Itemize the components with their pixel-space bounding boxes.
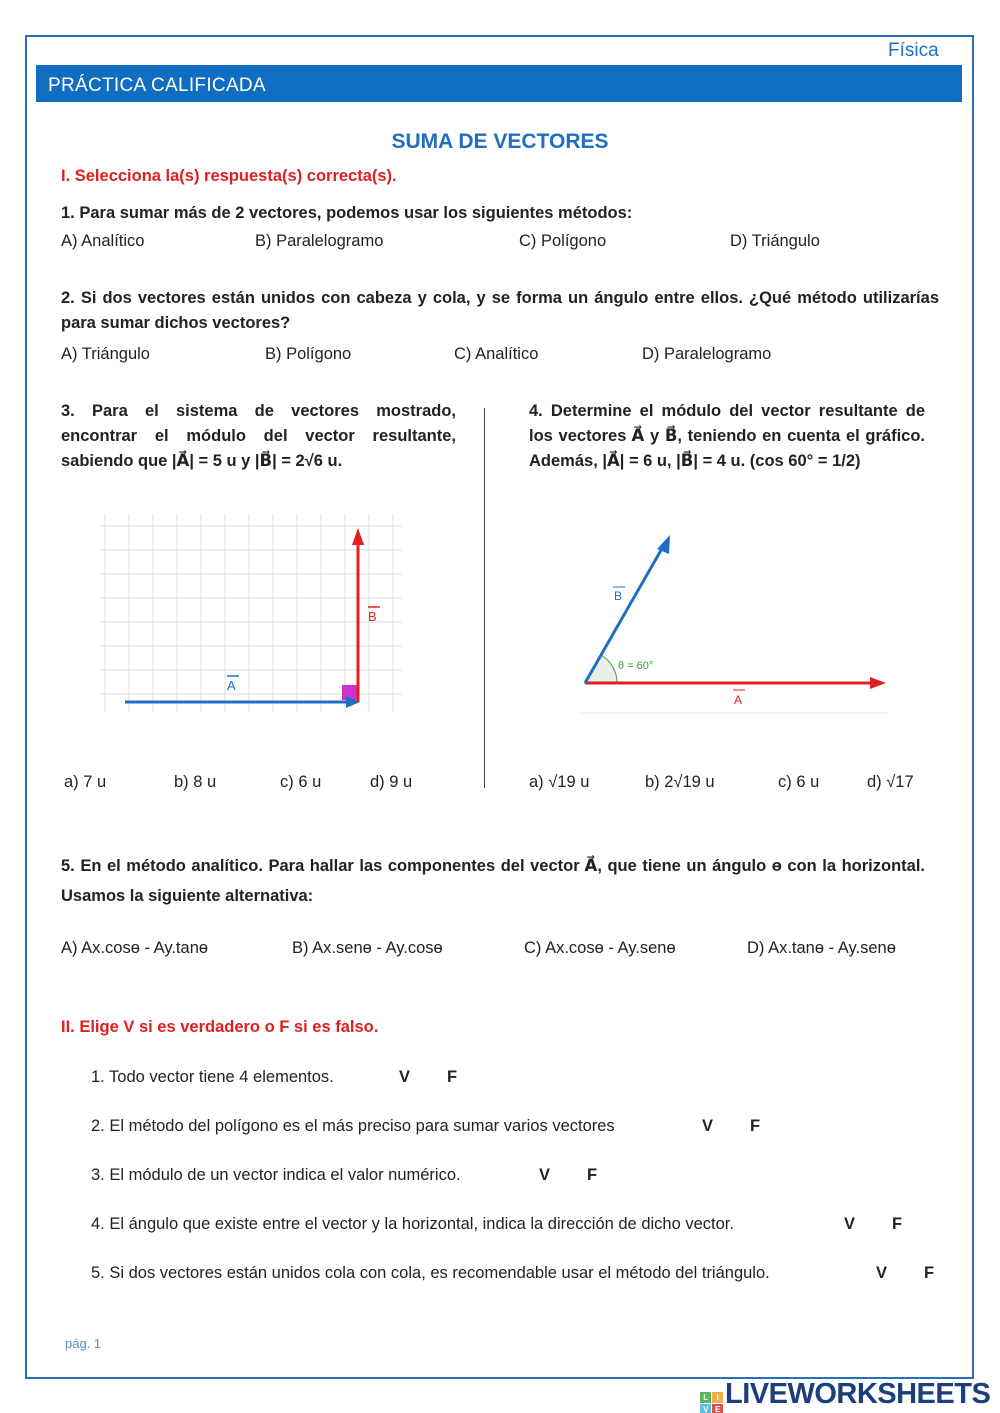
q3-option-a[interactable]: a) 7 u xyxy=(64,773,107,791)
tf-item-5: 5. Si dos vectores están unidos cola con cola, es recomendable usar el método del triángulo. xyxy=(91,1264,770,1282)
q5-option-c[interactable]: C) Ax.cosɵ - Ay.senɵ xyxy=(524,939,676,957)
page-title: SUMA DE VECTORES xyxy=(391,130,609,153)
liveworksheets-logo xyxy=(700,1378,990,1413)
tf-item-1: 1. Todo vector tiene 4 elementos. xyxy=(91,1068,334,1086)
logo-icon: L I V E xyxy=(700,1392,723,1413)
q3-option-c[interactable]: c) 6 u xyxy=(280,773,322,791)
page-number: pág. 1 xyxy=(65,1336,102,1351)
q3-text: 3. Para el sistema de vectores mostrado, encontrar el módulo del vector resultante, sabiendo que |A⃗| = 5 u y |B⃗| = 2√6 u. xyxy=(61,402,456,470)
q4-diagram xyxy=(578,535,888,713)
tf-3-false[interactable]: F xyxy=(587,1166,598,1184)
q1-option-d[interactable]: D) Triángulo xyxy=(730,232,820,250)
q3-option-b[interactable]: b) 8 u xyxy=(174,773,217,791)
q2-option-b[interactable]: B) Polígono xyxy=(265,345,352,363)
q1-option-a[interactable]: A) Analítico xyxy=(61,232,145,250)
section1-heading: I. Selecciona la(s) respuesta(s) correcta(s). xyxy=(61,167,397,185)
tf-5-false[interactable]: F xyxy=(924,1264,935,1282)
q2-option-d[interactable]: D) Paralelogramo xyxy=(642,345,772,363)
q2-text: 2. Si dos vectores están unidos con cabeza y cola, y se forma un ángulo entre ellos. ¿Qué método utilizarías para sumar dichos vectores? xyxy=(61,289,939,332)
q1-option-c[interactable]: C) Polígono xyxy=(519,232,607,250)
angle-arc xyxy=(585,655,617,683)
banner-title: PRÁCTICA CALIFICADA xyxy=(48,75,266,96)
q5-option-b[interactable]: B) Ax.senɵ - Ay.cosɵ xyxy=(292,939,443,957)
tf-1-true[interactable]: V xyxy=(399,1068,411,1086)
tf-1-false[interactable]: F xyxy=(447,1068,458,1086)
q4-vector-a-label: A xyxy=(734,693,743,707)
q1-text: 1. Para sumar más de 2 vectores, podemos usar los siguientes métodos: xyxy=(61,204,633,222)
tf-3-true[interactable]: V xyxy=(539,1166,551,1184)
q4-option-b[interactable]: b) 2√19 u xyxy=(645,773,715,791)
vector-b-label: B xyxy=(368,609,377,624)
subject-label: Física xyxy=(888,40,939,61)
tf-5-true[interactable]: V xyxy=(876,1264,888,1282)
q4-vector-b-label: B xyxy=(614,589,623,603)
vector-b-arrowhead xyxy=(352,528,364,545)
q4-option-c[interactable]: c) 6 u xyxy=(778,773,820,791)
section2-heading: II. Elige V si es verdadero o F si es falso. xyxy=(61,1018,379,1036)
vector-a-label: A xyxy=(227,678,236,693)
q1-option-b[interactable]: B) Paralelogramo xyxy=(255,232,384,250)
q2-option-c[interactable]: C) Analítico xyxy=(454,345,539,363)
logo-text: LIVEWORKSHEETS xyxy=(725,1378,991,1410)
angle-label: θ = 60° xyxy=(618,660,654,672)
q5-text: 5. En el método analítico. Para hallar las componentes del vector A⃗, que tiene un ángulo ɵ con la horizontal. Usamos la siguiente alternativa: xyxy=(61,857,925,905)
tf-2-true[interactable]: V xyxy=(702,1117,714,1135)
tf-item-3: 3. El módulo de un vector indica el valor numérico. xyxy=(91,1166,461,1184)
tf-4-true[interactable]: V xyxy=(844,1215,856,1233)
q4-option-d[interactable]: d) √17 xyxy=(867,773,914,791)
q3-option-d[interactable]: d) 9 u xyxy=(370,773,413,791)
q4-text: 4. Determine el módulo del vector resultante de los vectores A⃗ y B⃗, teniendo en cuenta el gráfico. Además, |A⃗| = 6 u, |B⃗| = 4 u. (cos 60° = 1/2) xyxy=(529,402,925,470)
q5-option-a[interactable]: A) Ax.cosɵ - Ay.tanɵ xyxy=(61,939,209,957)
tf-item-4: 4. El ángulo que existe entre el vector y la horizontal, indica la dirección de dicho vector. xyxy=(91,1215,734,1233)
tf-2-false[interactable]: F xyxy=(750,1117,761,1135)
q5-option-d[interactable]: D) Ax.tanɵ - Ay.senɵ xyxy=(747,939,896,957)
tf-4-false[interactable]: F xyxy=(892,1215,903,1233)
tf-item-2: 2. El método del polígono es el más preciso para sumar varios vectores xyxy=(91,1117,615,1135)
q2-option-a[interactable]: A) Triángulo xyxy=(61,345,150,363)
q4-option-a[interactable]: a) √19 u xyxy=(529,773,590,791)
